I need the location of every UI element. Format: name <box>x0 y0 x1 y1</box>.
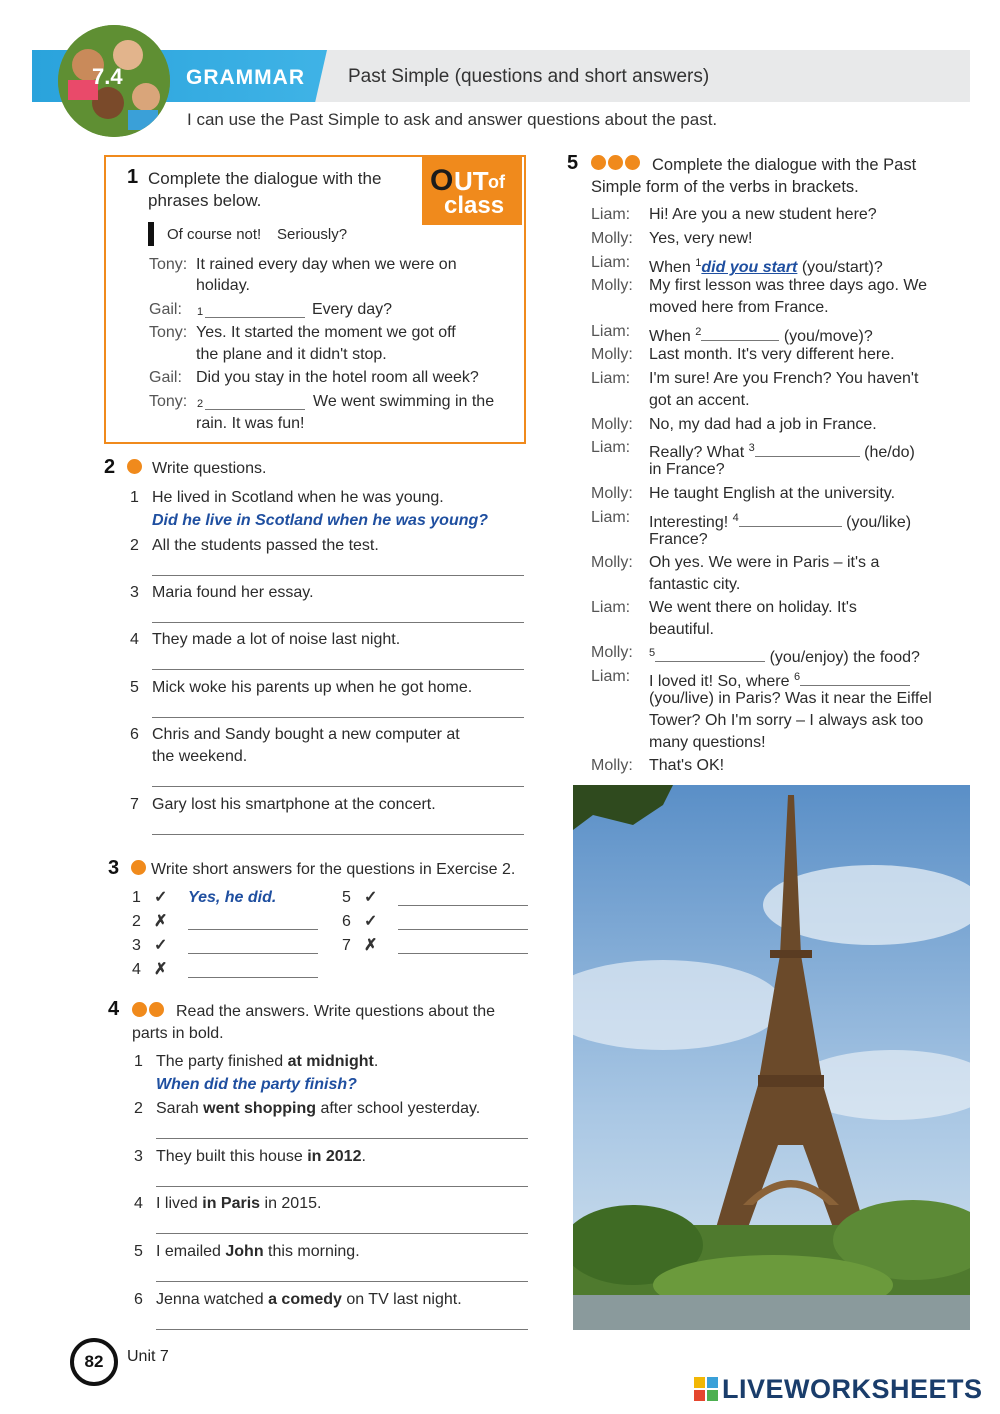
item-number: 2 <box>130 537 139 554</box>
answer-line <box>152 669 524 670</box>
item-number: 2 <box>134 1100 143 1117</box>
answer-mark: ✓ <box>364 889 378 906</box>
item-number: 1 <box>132 889 141 906</box>
dialogue-post: (you/like) <box>841 514 912 531</box>
item-text: They made a lot of noise last night. <box>152 631 401 648</box>
learning-objective: I can use the Past Simple to ask and answer questions about the past. <box>187 110 718 129</box>
dialogue-post: (you/start)? <box>797 259 883 276</box>
eiffel-tower-icon <box>573 785 970 1330</box>
out-of-class-o: O <box>430 164 454 197</box>
sentence-post: on TV last night. <box>341 1291 462 1308</box>
answer-gap <box>701 326 779 341</box>
item-text: Chris and Sandy bought a new computer at <box>152 726 460 743</box>
answer-mark: ✓ <box>154 889 168 906</box>
dialogue-text: Yes, very new! <box>649 230 753 247</box>
item-number: 7 <box>130 796 139 813</box>
answer-gap <box>800 671 910 686</box>
answer-line <box>156 1281 528 1282</box>
dialogue-text: No, my dad had a job in France. <box>649 416 877 433</box>
item-text: the weekend. <box>152 748 248 765</box>
item-number: 6 <box>134 1291 143 1308</box>
answer-line <box>152 575 524 576</box>
exercise-3-instruction: Write short answers for the questions in Exercise 2. <box>151 861 516 878</box>
dialogue-speaker: Liam: <box>591 254 631 271</box>
dialogue-text: He taught English at the university. <box>649 485 896 502</box>
sentence-post: after school yesterday. <box>316 1100 481 1117</box>
dialogue-speaker: Molly: <box>591 346 633 363</box>
gap-number: 2 <box>197 398 204 410</box>
item-number: 6 <box>130 726 139 743</box>
answer-line <box>188 977 318 978</box>
item-number: 4 <box>132 961 141 978</box>
answer-line <box>152 622 524 623</box>
dialogue-post: (you/enjoy) the food? <box>765 649 920 666</box>
sentence-pre: I emailed <box>156 1243 226 1260</box>
unit-label: Unit 7 <box>127 1348 169 1365</box>
dialogue-text: France? <box>649 531 708 548</box>
dialogue-speaker: Liam: <box>591 509 631 526</box>
answer-line <box>398 953 528 954</box>
dialogue-speaker: Molly: <box>591 230 633 247</box>
answer-gap <box>755 442 860 457</box>
dialogue-text: beautiful. <box>649 621 714 638</box>
item-sentence <box>156 1289 462 1311</box>
gap-number: 5 <box>649 647 656 659</box>
liveworksheets-logo-icon <box>694 1377 718 1401</box>
dialogue-text: Tower? Oh I'm sorry – I always ask too <box>649 712 924 729</box>
dialogue-text: rain. It was fun! <box>196 415 305 432</box>
exercise-4-instruction-2: parts in bold. <box>132 1025 224 1042</box>
exercise-5-instruction: Complete the dialogue with the Past <box>652 156 917 174</box>
answer-line <box>398 905 528 906</box>
dialogue-text: We went swimming in the <box>313 393 495 410</box>
dialogue-pre: When <box>649 328 696 345</box>
dialogue-speaker: Liam: <box>591 439 631 456</box>
dialogue-pre: Really? What <box>649 444 749 461</box>
dialogue-text: Did you stay in the hotel room all week? <box>196 369 479 386</box>
dialogue-speaker: Molly: <box>591 644 633 661</box>
item-number: 3 <box>134 1148 143 1165</box>
exercise-1-instruction: Complete the dialogue with the <box>148 169 382 188</box>
dot-icon <box>131 860 148 878</box>
item-number: 5 <box>342 889 351 906</box>
section-label: GRAMMAR <box>186 66 305 89</box>
answer-line <box>156 1329 528 1330</box>
dialogue-text: got an accent. <box>649 392 750 409</box>
dialogue-text: fantastic city. <box>649 576 741 593</box>
answer-gap <box>205 409 305 410</box>
item-number: 5 <box>134 1243 143 1260</box>
dialogue-pre: Interesting! <box>649 514 733 531</box>
phrase-2: Seriously? <box>277 226 348 243</box>
answer-line <box>156 1138 528 1139</box>
out-of-class-ut: UT <box>454 166 489 196</box>
dialogue-text: Last month. It's very different here. <box>649 346 895 363</box>
item-sentence <box>156 1051 378 1073</box>
dialogue-text: Yes. It started the moment we got off <box>196 324 456 341</box>
item-text: Gary lost his smartphone at the concert. <box>152 796 436 813</box>
dialogue-text: My first lesson was three days ago. We <box>649 277 928 294</box>
liveworksheets-brand: LIVEWORKSHEETS <box>722 1374 983 1404</box>
exercise-1-number: 1 <box>127 166 139 188</box>
exercise-3-number: 3 <box>108 857 120 879</box>
answer-line <box>398 929 528 930</box>
item-number: 6 <box>342 913 351 930</box>
dialogue-text: Every day? <box>312 301 393 318</box>
dialogue-text: many questions! <box>649 734 766 751</box>
example-answer: When did the party finish? <box>156 1076 357 1093</box>
gap-number: 1 <box>197 306 204 318</box>
dialogue-speaker: Liam: <box>591 323 631 340</box>
dialogue-speaker: Molly: <box>591 277 633 294</box>
gap-number: 6 <box>793 671 801 683</box>
out-of-class-of: of <box>488 172 505 192</box>
answer-line <box>156 1233 528 1234</box>
answer-line <box>156 1186 528 1187</box>
sentence-pre: I lived <box>156 1195 203 1212</box>
gap-number: 4 <box>732 512 739 524</box>
answer-gap <box>205 317 305 318</box>
sentence-bold: in Paris <box>202 1195 261 1212</box>
page-number: 82 <box>70 1338 118 1386</box>
dialogue-text: We went there on holiday. It's <box>649 599 857 616</box>
sentence-pre: Sarah <box>156 1100 204 1117</box>
sentence-bold: went shopping <box>203 1100 317 1117</box>
sentence-pre: Jenna watched <box>156 1291 269 1308</box>
gap-number: 3 <box>748 442 755 454</box>
answer-line <box>188 953 318 954</box>
example-answer: Yes, he did. <box>188 889 277 906</box>
out-of-class-class: class <box>444 192 505 219</box>
dialogue-speaker: Molly: <box>591 757 633 774</box>
dialogue-speaker: Liam: <box>591 668 631 685</box>
unit-number: 7.4 <box>92 64 123 89</box>
sentence-bold: at midnight <box>287 1053 374 1070</box>
example-answer: did you start <box>701 259 798 276</box>
dialogue-text: That's OK! <box>649 757 725 774</box>
item-sentence <box>156 1098 480 1120</box>
item-text: All the students passed the test. <box>152 537 379 554</box>
item-number: 1 <box>130 489 139 506</box>
answer-mark: ✗ <box>154 961 168 978</box>
dialogue-speaker: Molly: <box>591 554 633 571</box>
phrase-1: Of course not! <box>167 226 262 243</box>
item-number: 3 <box>130 584 139 601</box>
dialogue-speaker: Liam: <box>591 206 631 223</box>
dialogue-pre: When <box>649 259 696 276</box>
answer-gap <box>739 512 842 527</box>
exercise-4-number: 4 <box>108 998 120 1020</box>
dots-icon <box>591 155 642 173</box>
sentence-bold: a comedy <box>268 1291 342 1308</box>
dialogue-text: moved here from France. <box>649 299 829 316</box>
answer-mark: ✓ <box>364 913 378 930</box>
exercise-4-instruction: Read the answers. Write questions about the <box>176 1003 495 1020</box>
answer-mark: ✓ <box>154 937 168 954</box>
answer-line <box>152 786 524 787</box>
dialogue-text: in France? <box>649 461 725 478</box>
exercise-5-instruction-2: Simple form of the verbs in brackets. <box>591 178 859 196</box>
exercise-1-instruction-2: phrases below. <box>148 191 262 210</box>
sentence-post: in 2015. <box>260 1195 322 1212</box>
sentence-post: this morning. <box>263 1243 360 1260</box>
dialogue-text <box>649 642 920 669</box>
dialogue-post: (he/do) <box>859 444 915 461</box>
item-text: Maria found her essay. <box>152 584 314 601</box>
dialogue-speaker: Molly: <box>591 485 633 502</box>
item-number: 4 <box>130 631 139 648</box>
item-number: 5 <box>130 679 139 696</box>
dialogue-speaker: Molly: <box>591 416 633 433</box>
item-sentence <box>156 1241 360 1263</box>
item-number: 3 <box>132 937 141 954</box>
dialogue-text: (you/live) in Paris? Was it near the Eiffel <box>649 690 932 707</box>
sentence-pre: They built this house <box>156 1148 308 1165</box>
item-text: Mick woke his parents up when he got home. <box>152 679 473 696</box>
sentence-bold: John <box>225 1243 264 1260</box>
dialogue-speaker: Tony: <box>149 324 188 341</box>
dialogue-post: (you/move)? <box>779 328 873 345</box>
item-number: 4 <box>134 1195 143 1212</box>
item-number: 2 <box>132 913 141 930</box>
example-answer: Did he live in Scotland when he was young? <box>152 512 489 529</box>
item-number: 1 <box>134 1053 143 1070</box>
dot-icon <box>127 459 144 477</box>
sentence-bold: in 2012 <box>307 1148 362 1165</box>
page-title: Past Simple (questions and short answers) <box>348 66 710 87</box>
answer-gap <box>655 647 765 662</box>
answer-line <box>152 834 524 835</box>
dialogue-speaker: Gail: <box>149 301 182 318</box>
exercise-2-instruction: Write questions. <box>152 460 267 477</box>
dialogue-text: Oh yes. We were in Paris – it's a <box>649 554 880 571</box>
dots-icon <box>132 1002 166 1020</box>
dialogue-speaker: Tony: <box>149 393 188 410</box>
eiffel-tower-photo <box>573 785 970 1330</box>
answer-line <box>188 929 318 930</box>
item-number: 7 <box>342 937 351 954</box>
answer-mark: ✗ <box>154 913 168 930</box>
item-sentence <box>156 1193 321 1215</box>
item-text: He lived in Scotland when he was young. <box>152 489 444 506</box>
sentence-post: . <box>361 1148 366 1165</box>
answer-line <box>152 717 524 718</box>
dialogue-text: holiday. <box>196 277 250 294</box>
sentence-pre: The party finished <box>156 1053 288 1070</box>
dialogue-speaker: Liam: <box>591 599 631 616</box>
gap-number: 1 <box>695 257 702 269</box>
phrase-bar <box>148 222 154 246</box>
sentence-post: . <box>373 1053 379 1070</box>
exercise-2-number: 2 <box>104 456 116 478</box>
dialogue-text: the plane and it didn't stop. <box>196 346 387 363</box>
dialogue-text: I'm sure! Are you French? You haven't <box>649 370 919 387</box>
item-sentence <box>156 1146 366 1168</box>
dialogue-pre: I loved it! So, where <box>649 673 794 690</box>
dialogue-speaker: Liam: <box>591 370 631 387</box>
exercise-5-number: 5 <box>567 152 579 174</box>
gap-number: 2 <box>695 326 702 338</box>
dialogue-text: It rained every day when we were on <box>196 256 457 273</box>
dialogue-speaker: Tony: <box>149 256 188 273</box>
answer-mark: ✗ <box>364 937 378 954</box>
dialogue-text: Hi! Are you a new student here? <box>649 206 877 223</box>
dialogue-speaker: Gail: <box>149 369 182 386</box>
